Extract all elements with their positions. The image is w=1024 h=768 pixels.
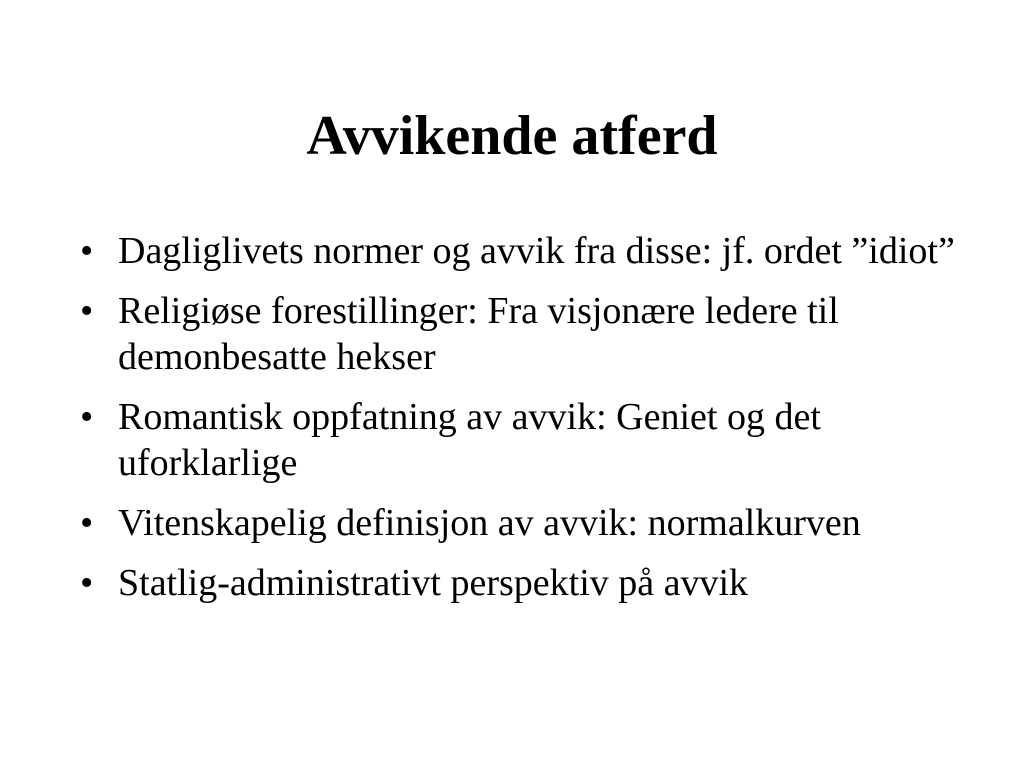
bullet-text: Religiøse forestillinger: Fra visjonære ledere til demonbesatte hekser	[118, 290, 839, 378]
bullet-item	[78, 560, 958, 606]
bullet-list	[78, 228, 958, 620]
bullet-text: Statlig-administrativt perspektiv på avvik	[118, 562, 749, 604]
bullet-icon: •	[80, 290, 94, 332]
bullet-icon: •	[80, 396, 94, 438]
bullet-icon: •	[80, 230, 94, 272]
bullet-item	[78, 500, 958, 546]
bullet-text: Vitenskapelig definisjon av avvik: normalkurven	[118, 502, 861, 544]
bullet-text: Romantisk oppfatning av avvik: Geniet og det uforklarlige	[118, 396, 821, 484]
bullet-item	[78, 288, 958, 380]
bullet-item	[78, 394, 958, 486]
bullet-icon: •	[80, 502, 94, 544]
bullet-icon: •	[80, 562, 94, 604]
slide-title: Avvikende atferd	[306, 105, 718, 167]
bullet-text: Dagliglivets normer og avvik fra disse: jf. ordet ”idiot”	[118, 230, 955, 272]
bullet-item	[78, 228, 958, 274]
